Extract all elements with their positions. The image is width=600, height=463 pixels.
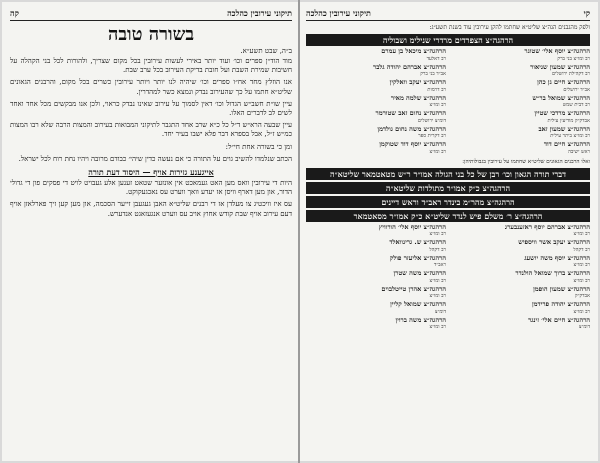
rabbi-entry: הרהגה״צ יהודה פרידמן רב ומו״צ [532,301,590,315]
right-intro: ולפק מהגבנים הנה״צ שליט״א שחתמו להקן עירובין עוד בשנת תשע״ג: [429,24,590,31]
short-line: ומן כי בשורה אחת חי״ל: [225,142,292,151]
banner-2: דברי תורה הגאון וכו׳ רבן של כל בני הגולה אמו״ר ר״ש מטאטמאר שליטא״ה [306,168,590,180]
left-running-head: תיקוני עירובין כהלכה [227,8,292,18]
signatories-col-d [306,224,446,333]
rabbi-entry: הרהגה״צ ש. גרינוואלד רב דקהל [389,239,446,253]
left-page-header [10,8,292,21]
rabbi-entry: הרהגה״צ יעקב וואלקין רב דרמות [389,79,446,93]
right-page [300,2,598,461]
rabbi-entry: הרהגה״צ שמעון הופמן אבדק״ק [533,285,590,299]
rabbi-entry: הרהגה״צ אברהם יהודה גלבר אב״ד בני ברק [373,63,446,77]
signatories-top [306,48,590,157]
signatories-bottom [306,224,590,333]
rabbi-entry: הרהגה״צ שמעון שניאור רב דקהילת ירושלים [530,63,590,77]
left-page [2,2,298,461]
banner-1: הרהגה״צ הצפרדים מרדרי שנילימ ושבוליה [306,34,590,46]
rabbi-entry: הרהגה״צ יוסף משה יושעג רב ומו״צ [524,254,590,268]
paragraph: הכתב שנלמדו להשיב גוים על התורה כי אם נעשה כדין שיהי׳ כבודם מרובה ויהיו נחת רוח לכל ישראל. [18,154,292,163]
paragraph: עיין שו״ת חשב״ש הגדול וכו׳ דאין לסמוך על עירוב שאינו נבדק כראוי, ולכן אנו מבקשים מכל אחד ואחד לשים לב לדברים האלו. [10,99,292,118]
rabbi-entry: הרהגה״צ משה שטרן רב ומו״צ [393,270,446,284]
paragraph: עס איז וויכטיג צו מעלדן אז די רבנים שליט״א האבן געגעבן זייער הסכמה, און מען קען זיך פארלאזן אויף דעם עירוב אויף שבת קודש אחוץ אויב עס ווערט אנגעזאגט אנדערש. [10,200,292,218]
page-title: בשורה טובה [108,24,194,45]
paragraph: מוד הוד״ן ספרים וכו׳ ועוד יותר באירי לעשות עירובין בכל מקום שצריך, ולהורות לכל בני הקהלה על חשיבות שמירת השבת ועל חובת בדיקת העירוב בכל ערב שבת. [10,57,292,75]
paragraph: עיין שבעה הרא״ש ד״ל כל כ״א שרב אחד התגבר לתיקוני המבואות בעירוב והמצות הרבה שלא רבו המצות כמ״ש ז״ל, אבל בספרא דבר פלא ישבו בעיר יחד. [10,121,292,139]
rabbi-entry: הרהגה״צ מרדכי שטיין אבדק״ק מודיעין עילית [534,110,590,124]
rabbi-entry: הרהגה״צ ברוך שמואל הולנדר רב ומו״צ [515,270,590,284]
rabbi-entry: הרהגה״צ אליעזר פולק ראב״ד [389,254,446,268]
banner-4: הרהגה״צ מהר״מ בינדר ראב״ד וראש דיינים [306,196,590,208]
rabbi-entry: הרהגה״צ יוסף דוד שטוקמן רב ומו״צ [379,141,446,155]
rabbi-entry: הרהגה״צ מיכאל בן עמרם רב דאלעד [381,48,446,62]
rabbi-entry: הרהגה״צ שלמה מאיר רב ומו״צ [390,94,446,108]
rabbi-entry: הרהגה״צ שמעון זאב רב ומו״צ ביתר עילית [538,125,590,139]
rabbi-entry: הרהגה״צ חיים אלי׳ זינגר דומ״צ [528,316,590,330]
banner-5: הרהגה״צ ר׳ משלם פיש לנדר שליט״א כ״ק אמו״ר מסאטמאר [306,210,590,222]
signatories-note: ואלו הרבנים הגאונים שליט״א שחתמו על עירובין בגבולותיהן: [462,158,590,165]
rabbi-entry: הרהגה״צ משה ברוין רב ומו״צ [395,316,446,330]
rabbi-entry: הרהגה״צ יוסף אלי׳ שטוגר רב ומו״צ בני ברק [524,48,590,62]
rabbi-entry: הרהגה״צ שמואל בר״ש רב דבית שמש [532,94,590,108]
right-page-header [306,8,590,21]
rabbi-entry: הרהגה״צ חיים דוד ראש ישיבה [543,141,590,155]
rabbi-entry: הרהגה״צ יוסף אלי׳ הורוויץ רב ומו״צ [378,223,446,237]
rabbi-entry: הרהגה״צ אברהם יוסף ראזענבערג רב ומו״צ [504,223,590,237]
section-subtitle: אייגענע גזירות אויף — היסוד דעת תורה [88,167,214,178]
paragraph: היות די עירובין וואס מען האט געמאכט אין אונזער שטאט זענען אלע געבויט לויט די פסקים פון די גדולי הדור, און מען דארף וויסן אז יעדע וואך ווערט עס נאכגעקוקט. [10,179,292,197]
letter-date: ב״ה, שבט תשע״א. [240,47,292,55]
rabbi-entry: הרהגה״צ משה נחום גולדמן רב דקרית ספר [377,125,446,139]
right-page-number: קי [583,8,590,18]
signatories-col-c [450,224,590,333]
paragraph: אנו הוזלץ מחד אח״ו ספרים וכו׳ שיהיה לנו יותר ויותר עירובין כשרים בכל מקום, והרבנים הגאונים שליט״א חתמו על כך שהעירוב נבדק ונמצא כשר למהדרין. [10,78,292,96]
rabbi-entry: הרהגה״צ שמואל קליין דומ״צ [390,301,446,315]
rabbi-entry: הרהגה״צ יעקב אשר וויספיש רב דקהל [518,239,590,253]
left-page-number: קה [10,8,19,18]
banner-3: הרהגה״צ כ״ק אמו״ר מתולדות שליטא״ה [306,182,590,194]
signatories-col-b [306,48,446,157]
rabbi-entry: הרהגה״צ נחום זאב שטורמר דומ״צ ירושלים [375,110,446,124]
signatories-col-a [450,48,590,157]
rabbi-entry: הרהגה״צ אהרן טייטלבוים רב ומו״צ [381,285,446,299]
rabbi-entry: הרהגה״צ חיים גן כהן אב״ד ירושלים [537,79,590,93]
right-running-head: תיקוני עירובין כהלכה [306,8,371,18]
